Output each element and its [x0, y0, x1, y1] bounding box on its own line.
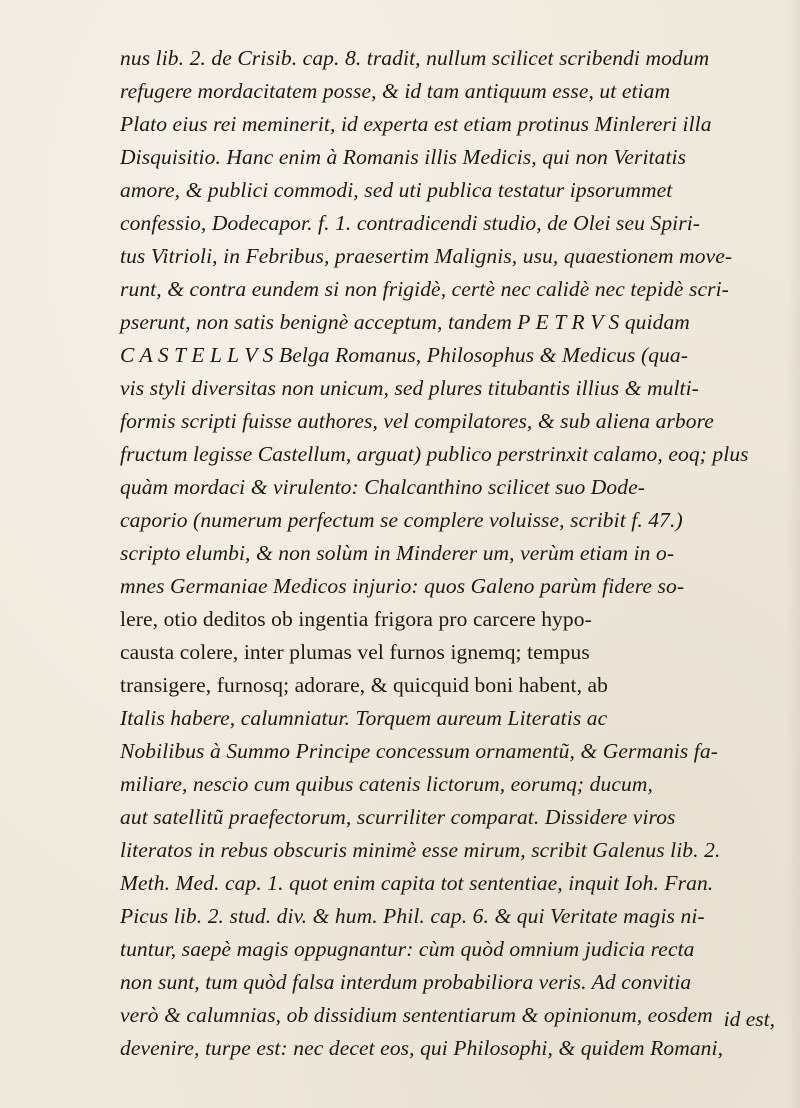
text-line: nus lib. 2. de Crisib. cap. 8. tradit, nullum scilicet scribendi modum: [120, 46, 710, 70]
text-line: Plato eius rei meminerit, id experta est etiam protinus Minlereri illa: [120, 112, 712, 136]
text-line: fructum legisse Castellum, arguat) publico perstrinxit calamo, eoq; plus: [120, 442, 749, 466]
text-line: caporio (numerum perfectum se complere voluisse, scribit f. 47.): [120, 508, 683, 532]
text-line: Nobilibus à Summo Principe concessum ornamentũ, & Germanis fa-: [120, 739, 718, 763]
catchword: id est,: [723, 1007, 775, 1031]
text-line: refugere mordacitatem posse, & id tam antiquum esse, ut etiam: [120, 79, 671, 103]
text-line: causta colere, inter plumas vel furnos ignemq; tempus: [120, 640, 590, 664]
page-text-block: [120, 42, 775, 1065]
text-line: devenire, turpe est: nec decet eos, qui Philosophi, & quidem Romani,: [120, 1036, 724, 1060]
text-line: aut satellitũ praefectorum, scurriliter comparat. Dissidere viros: [120, 805, 676, 829]
text-line: C A S T E L L V S Belga Romanus, Philosophus & Medicus (qua-: [120, 343, 689, 367]
text-line: non sunt, tum quòd falsa interdum probabiliora veris. Ad convitia: [120, 970, 692, 994]
text-line: mnes Germaniae Medicos injurio: quos Galeno parùm fidere so-: [120, 574, 685, 598]
text-line: runt, & contra eundem si non frigidè, certè nec calidè nec tepidè scri-: [120, 277, 729, 301]
text-line: formis scripti fuisse authores, vel compilatores, & sub aliena arbore: [120, 409, 714, 433]
text-line: Disquisitio. Hanc enim à Romanis illis Medicis, qui non Veritatis: [120, 145, 687, 169]
text-line: pserunt, non satis benignè acceptum, tandem P E T R V S quidam: [120, 310, 690, 334]
text-line: miliare, nescio cum quibus catenis lictorum, eorumq; ducum,: [120, 772, 653, 796]
text-line: tuntur, saepè magis oppugnantur: cùm quòd omnium judicia recta: [120, 937, 695, 961]
text-line: Meth. Med. cap. 1. quot enim capita tot sententiae, inquit Ioh. Fran.: [120, 871, 714, 895]
text-line: Italis habere, calumniatur. Torquem aureum Literatis ac: [120, 706, 608, 730]
text-line: confessio, Dodecapor. f. 1. contradicendi studio, de Olei seu Spiri-: [120, 211, 701, 235]
text-line: tus Vitrioli, in Febribus, praesertim Malignis, usu, quaestionem move-: [120, 244, 733, 268]
text-line: quàm mordaci & virulento: Chalcanthino scilicet suo Dode-: [120, 475, 646, 499]
text-line: lere, otio deditos ob ingentia frigora pro carcere hypo-: [120, 607, 592, 631]
text-line: scripto elumbi, & non solùm in Minderer um, verùm etiam in o-: [120, 541, 675, 565]
text-line: verò & calumnias, ob dissidium sententiarum & opinionum, eosdem: [120, 1003, 713, 1027]
text-line: vis styli diversitas non unicum, sed plures titubantis illius & multi-: [120, 376, 699, 400]
text-line: amore, & publici commodi, sed uti publica testatur ipsorummet: [120, 178, 673, 202]
page-edge-shadow: [786, 0, 800, 1108]
text-line: Picus lib. 2. stud. div. & hum. Phil. cap. 6. & qui Veritate magis ni-: [120, 904, 705, 928]
text-line: transigere, furnosq; adorare, & quicquid boni habent, ab: [120, 673, 609, 697]
text-line: literatos in rebus obscuris minimè esse mirum, scribit Galenus lib. 2.: [120, 838, 721, 862]
